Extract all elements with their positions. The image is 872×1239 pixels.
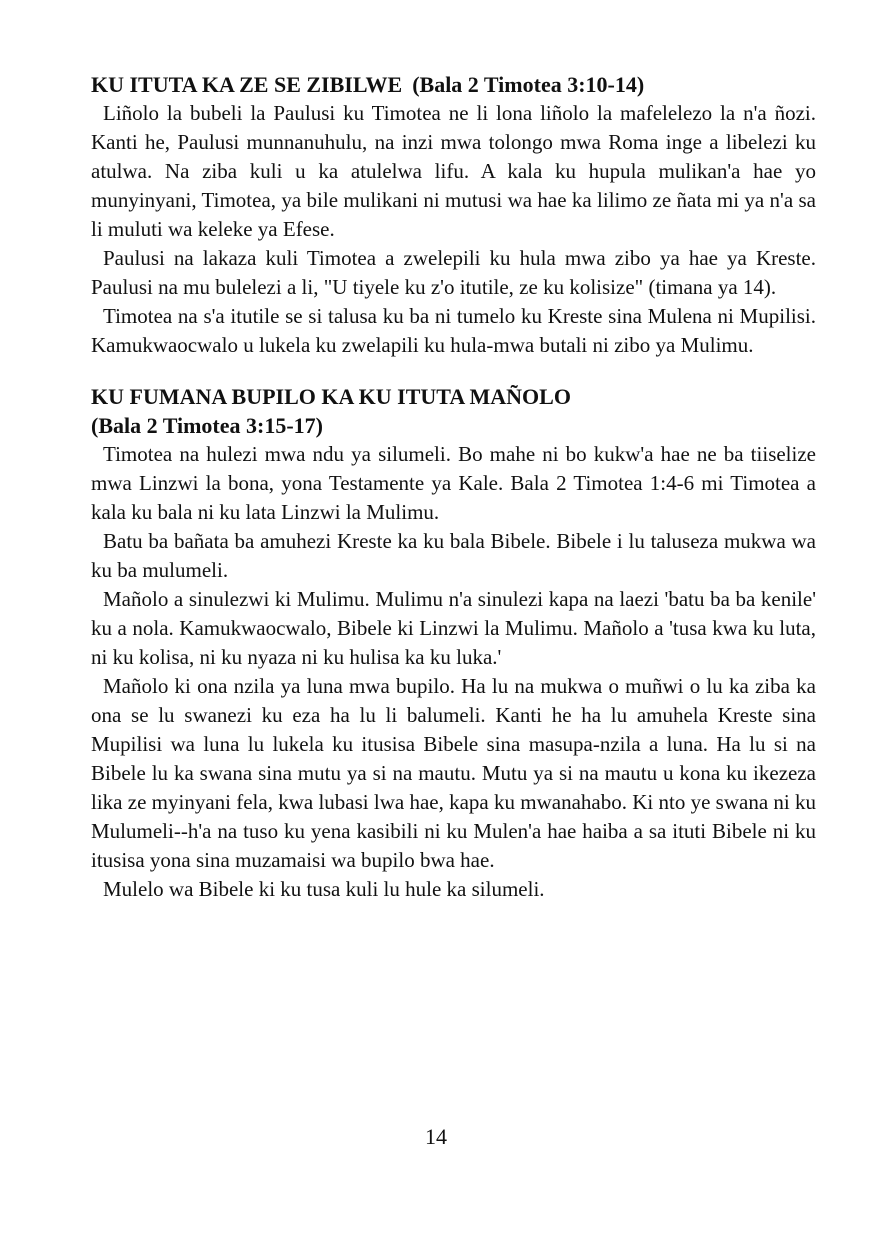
- section-heading-title: KU FUMANA BUPILO KA KU ITUTA MAÑOLO: [91, 384, 571, 409]
- paragraph: Mañolo ki ona nzila ya luna mwa bupilo. Ha lu na mukwa o muñwi o lu ka ziba ka ona se lu swanezi ku eza ha lu li balumeli. Kanti he ha lu amuhela Kreste sina Mupilisi wa luna lu lukela ku itusisa Bibele sina masupa-nzila a luna. Ha lu si na Bibele lu ka swana sina mutu ya si na mautu. Mutu ya si na mautu u kona ku ikezeza lika ze myinyani fela, kwa lubasi lwa hae, kapa ku mwanahabo. Ki nto ye swana ni ku Mulumeli--h'a na tuso ku yena kasibili ni ku Mulen'a hae haiba a sa ituti Bibele ni ku itusisa yona sina muzamaisi wa bupilo bwa hae.: [91, 674, 816, 872]
- paragraph: Timotea na hulezi mwa ndu ya silumeli. Bo mahe ni bo kukw'a hae ne ba tiiselize mwa Linzwi la bona, yona Testamente ya Kale. Bala 2 Timotea 1:4-6 mi Timotea a kala ku bala ni ku lata Linzwi la Mulimu.: [91, 442, 816, 524]
- paragraph: Mulelo wa Bibele ki ku tusa kuli lu hule ka silumeli.: [103, 877, 545, 901]
- paragraph: Batu ba bañata ba amuhezi Kreste ka ku bala Bibele. Bibele i lu taluseza mukwa wa ku ba mulumeli.: [91, 529, 816, 582]
- section-heading: [91, 70, 816, 99]
- section-heading-title: KU ITUTA KA ZE SE ZIBILWE: [91, 72, 403, 97]
- paragraph: Mañolo a sinulezwi ki Mulimu. Mulimu n'a sinulezi kapa na laezi 'batu ba ba kenile' ku a nola. Kamukwaocwalo, Bibele ki Linzwi la Mulimu. Mañolo a 'tusa kwa ku luta, ni ku kolisa, ni ku nyaza ni ku hulisa ka ku luka.': [91, 587, 816, 669]
- paragraph: Liñolo la bubeli la Paulusi ku Timotea ne li lona liñolo la mafelelezo la n'a ñozi. Kanti he, Paulusi munnanuhulu, na inzi mwa tolongo mwa Roma inge a libelezi ku atulwa. Na ziba kuli u ka atulelwa lifu. A kala ku hupula mulikan'a hae yo munyinyani, Timotea, ya bile mulikani ni mutusi wa hae ka lilimo ze ñata mi ya n'a sa li muluti wa keleke ya Efese.: [91, 101, 816, 241]
- paragraph: Paulusi na lakaza kuli Timotea a zwelepili ku hula mwa zibo ya hae ya Kreste. Paulusi na mu bulelezi a li, "U tiyele ku z'o itutile, ze ku kolisize" (timana ya 14).: [91, 246, 816, 299]
- paragraph: Timotea na s'a itutile se si talusa ku ba ni tumelo ku Kreste sina Mulena ni Mupilisi. Kamukwaocwalo u lukela ku zwelapili ku hula-mwa butali ni zibo ya Mulimu.: [91, 304, 816, 357]
- page-body: [91, 70, 816, 904]
- section-spacer: [91, 360, 816, 382]
- section-ituta-ka-ze-se-zibilwe: [91, 70, 816, 360]
- page-number: 14: [425, 1124, 447, 1149]
- scripture-reference: (Bala 2 Timotea 3:15-17): [91, 413, 323, 438]
- section-fumana-bupilo: [91, 382, 816, 904]
- scripture-reference: (Bala 2 Timotea 3:10-14): [412, 72, 645, 97]
